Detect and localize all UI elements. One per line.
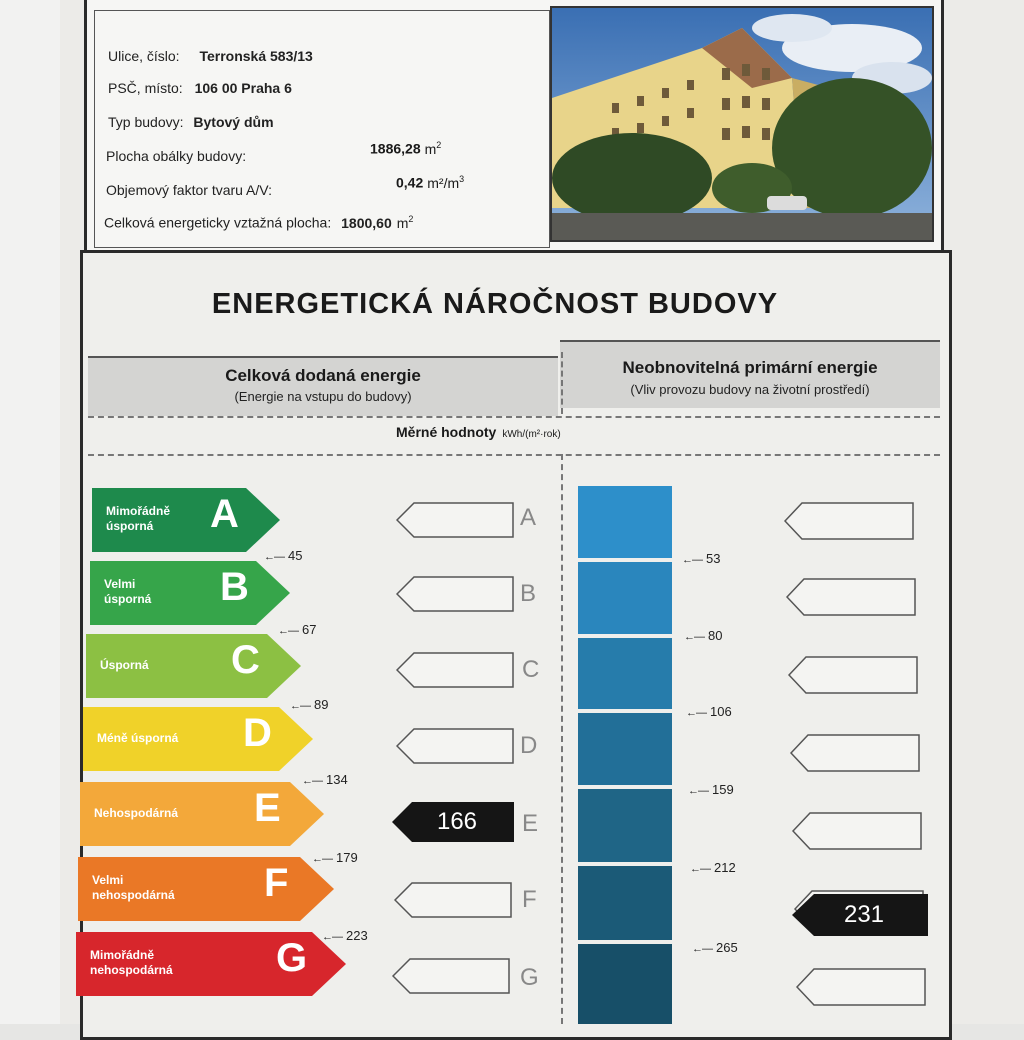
primary-energy-slot xyxy=(792,812,922,848)
shape-factor-unit: m²/m xyxy=(427,174,460,191)
side-letter: G xyxy=(520,964,539,991)
delivered-energy-slot xyxy=(394,882,512,918)
delivered-energy-value-pointer xyxy=(392,802,514,842)
threshold-value: 89 xyxy=(314,697,329,712)
delivered-energy-value: 166 xyxy=(436,808,478,835)
psc-label: PSČ, místo: xyxy=(108,80,183,96)
threshold-value: 80 xyxy=(708,628,723,643)
energy-class-d xyxy=(83,707,313,771)
delivered-threshold xyxy=(278,622,316,637)
facing-page xyxy=(0,0,60,1024)
side-letter: A xyxy=(520,504,537,531)
delivered-energy-title: Celková dodaná energie xyxy=(225,366,421,385)
threshold-arrow-icon: ←— xyxy=(686,707,706,719)
class-label: Úsporná xyxy=(100,658,149,672)
delivered-energy-slot xyxy=(392,958,510,994)
delivered-energy-slot xyxy=(396,728,514,764)
primary-threshold xyxy=(692,940,738,955)
threshold-value: 223 xyxy=(346,928,368,943)
street-row xyxy=(108,48,313,64)
primary-energy-title: Neobnovitelná primární energie xyxy=(622,358,878,377)
energy-class-b xyxy=(90,561,290,625)
primary-energy-bar-segment xyxy=(578,638,672,709)
threshold-arrow-icon: ←— xyxy=(312,853,332,865)
threshold-arrow-icon: ←— xyxy=(688,785,708,797)
building-photo-icon xyxy=(552,8,932,240)
primary-threshold xyxy=(688,782,734,797)
units-value: kWh/(m²·rok) xyxy=(502,429,561,440)
threshold-arrow-icon: ←— xyxy=(302,775,322,787)
side-letter: E xyxy=(522,810,539,837)
class-label: Velmi úsporná xyxy=(104,577,152,606)
class-label: Méně úsporná xyxy=(97,731,179,745)
primary-energy-value: 231 xyxy=(843,901,885,928)
side-letter: F xyxy=(522,886,537,913)
delivered-energy-subtitle: (Energie na vstupu do budovy) xyxy=(234,389,412,404)
shape-factor-group xyxy=(396,174,464,191)
class-label: Mimořádně úsporná xyxy=(106,504,171,533)
threshold-arrow-icon: ←— xyxy=(690,863,710,875)
class-label: Nehospodárná xyxy=(94,806,179,820)
envelope-unit-sup: 2 xyxy=(436,140,442,150)
energy-class-e xyxy=(80,782,324,846)
side-letter: D xyxy=(520,732,538,759)
class-label: Mimořádně nehospodárná xyxy=(90,948,173,977)
primary-energy-slot xyxy=(796,968,926,1004)
envelope-label: Plocha obálky budovy: xyxy=(106,148,247,164)
class-letter: F xyxy=(264,861,289,905)
delivered-threshold xyxy=(302,772,348,787)
primary-energy-bar-segment xyxy=(578,944,672,1024)
energy-class-f xyxy=(78,857,334,921)
primary-energy-bar-segment xyxy=(578,866,672,940)
threshold-value: 106 xyxy=(710,704,732,719)
units-caption xyxy=(396,424,561,440)
delivered-energy-header xyxy=(88,356,558,416)
primary-threshold xyxy=(684,628,722,643)
threshold-arrow-icon: ←— xyxy=(264,551,284,563)
threshold-value: 67 xyxy=(302,622,317,637)
delivered-threshold xyxy=(312,850,358,865)
delivered-energy-slot xyxy=(396,652,514,688)
building-photo xyxy=(550,6,934,242)
primary-threshold xyxy=(682,551,720,566)
envelope-value: 1886,28 xyxy=(370,140,421,157)
energy-class-g xyxy=(76,932,346,996)
threshold-value: 179 xyxy=(336,850,358,865)
envelope-value-group xyxy=(370,140,441,157)
threshold-value: 45 xyxy=(288,548,303,563)
primary-energy-bar-segment xyxy=(578,789,672,862)
primary-energy-slot xyxy=(788,656,918,692)
side-letter: C xyxy=(522,656,540,683)
divider-line xyxy=(88,416,940,418)
energy-class-c xyxy=(86,634,301,698)
threshold-arrow-icon: ←— xyxy=(692,943,712,955)
primary-threshold xyxy=(690,860,736,875)
type-label: Typ budovy: xyxy=(108,114,184,130)
street-value: Terronská 583/13 xyxy=(199,48,313,64)
divider-line xyxy=(561,454,563,1024)
type-value: Bytový dům xyxy=(193,114,274,130)
units-label: Měrné hodnoty xyxy=(396,424,497,440)
delivered-threshold xyxy=(264,548,302,563)
shape-factor-value: 0,42 xyxy=(396,174,424,191)
area-row xyxy=(104,214,413,231)
class-letter: B xyxy=(220,565,249,609)
side-letter: B xyxy=(520,580,537,607)
threshold-arrow-icon: ←— xyxy=(278,625,298,637)
threshold-value: 212 xyxy=(714,860,736,875)
threshold-arrow-icon: ←— xyxy=(322,931,342,943)
primary-threshold xyxy=(686,704,732,719)
primary-energy-value-pointer xyxy=(792,894,928,936)
area-unit: m xyxy=(396,214,409,231)
threshold-arrow-icon: ←— xyxy=(290,700,310,712)
threshold-arrow-icon: ←— xyxy=(682,554,702,566)
primary-energy-slot xyxy=(786,578,916,614)
class-letter: D xyxy=(243,711,272,755)
primary-energy-slot xyxy=(784,502,914,538)
threshold-arrow-icon: ←— xyxy=(684,631,704,643)
class-letter: E xyxy=(254,786,281,830)
class-letter: A xyxy=(210,492,239,536)
threshold-value: 53 xyxy=(706,551,721,566)
primary-energy-bar-segment xyxy=(578,562,672,634)
delivered-energy-slot xyxy=(396,576,514,612)
psc-row xyxy=(108,80,292,96)
envelope-unit: m xyxy=(424,140,437,157)
area-unit-sup: 2 xyxy=(408,214,414,224)
threshold-value: 159 xyxy=(712,782,734,797)
class-letter: C xyxy=(231,638,260,682)
threshold-value: 134 xyxy=(326,772,348,787)
divider-line xyxy=(561,352,563,414)
delivered-threshold xyxy=(290,697,328,712)
primary-energy-subtitle: (Vliv provozu budovy na životní prostředí) xyxy=(630,382,870,397)
area-label: Celková energeticky vztažná plocha: xyxy=(104,214,332,231)
area-value: 1800,60 xyxy=(341,214,392,231)
divider-line xyxy=(88,454,940,456)
shape-factor-label: Objemový faktor tvaru A/V: xyxy=(106,182,272,198)
energy-class-a xyxy=(92,488,280,552)
primary-energy-bar-segment xyxy=(578,486,672,558)
type-row xyxy=(108,114,274,130)
threshold-value: 265 xyxy=(716,940,738,955)
primary-energy-bar-segment xyxy=(578,713,672,785)
energy-title: ENERGETICKÁ NÁROČNOST BUDOVY xyxy=(211,288,779,320)
primary-energy-header xyxy=(560,340,940,408)
delivered-energy-slot xyxy=(396,502,514,538)
psc-value: 106 00 Praha 6 xyxy=(194,80,292,96)
street-label: Ulice, číslo: xyxy=(108,48,180,64)
delivered-threshold xyxy=(322,928,368,943)
class-label: Velmi nehospodárná xyxy=(92,873,175,902)
primary-energy-slot xyxy=(790,734,920,770)
shape-factor-unit-sup: 3 xyxy=(459,174,465,184)
class-letter: G xyxy=(276,936,308,980)
